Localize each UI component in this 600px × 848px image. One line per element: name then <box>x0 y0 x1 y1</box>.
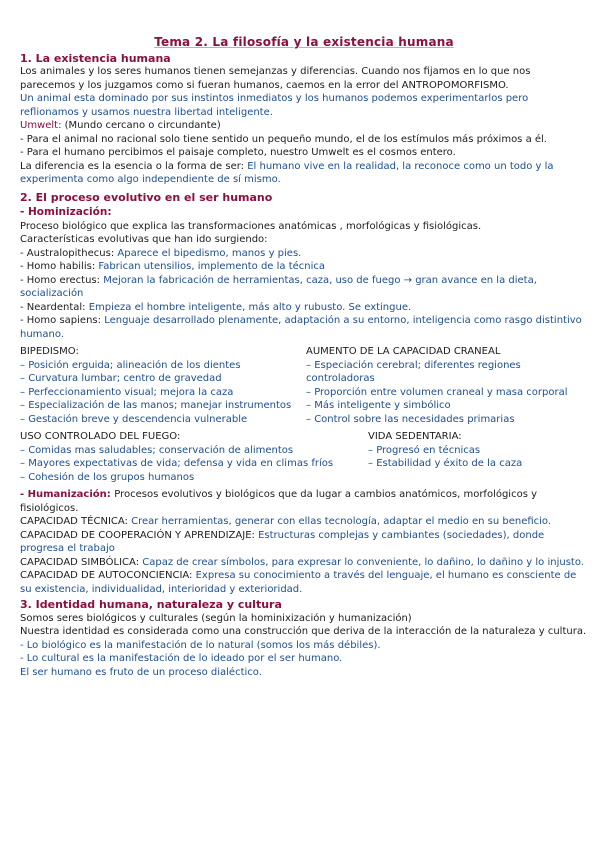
umwelt-label: Umwelt: <box>20 120 62 131</box>
craneal-item: – Especiación cerebral; diferentes regiones controladoras <box>306 359 588 386</box>
umwelt-bullet-1: - Para el animal no racional solo tiene sentido un pequeño mundo, el de los estímulos más próximos a él. <box>20 133 547 145</box>
fuego-item: – Cohesión de los grupos humanos <box>20 471 350 485</box>
capacidad-text: Estructuras complejas y cambiantes (sociedades), donde progresa el trabajo <box>20 529 545 554</box>
document-page <box>20 36 588 679</box>
craneal-item: – Más inteligente y simbólico <box>306 399 588 413</box>
craneal-item: – Control sobre las necesidades primarias <box>306 413 588 427</box>
humanizacion-text: Procesos evolutivos y biológicos que da lugar a cambios anatómicos, morfológicos y fisiológicos. <box>20 489 538 514</box>
species-label: - Homo erectus: <box>20 274 104 286</box>
species-text: Empieza el hombre inteligente, más alto y rubusto. Se extingue. <box>88 301 412 313</box>
bipedismo-item: – Perfeccionamiento visual; mejora la caza <box>20 386 302 400</box>
section1-p1: Los animales y los seres humanos tienen semejanzas y diferencias. Cuando nos fijamos en lo que nos parecemos y los juzgamos como si fueran humanos, caemos en la error del ANTROPOMORFISMO. <box>20 66 531 91</box>
capacidad-label: CAPACIDAD TÉCNICA: <box>20 516 132 527</box>
caracteristicas-intro: Características evolutivas que han ido surgiendo: <box>20 234 268 245</box>
section3-p3: - Lo cultural es la manifestación de lo ideado por el ser humano. <box>20 653 343 664</box>
craneal-heading: AUMENTO DE LA CAPACIDAD CRANEAL <box>306 346 501 357</box>
species-label: - Neardental: <box>20 301 89 313</box>
species-item <box>20 301 588 315</box>
capacidad-item <box>20 556 588 570</box>
sedentaria-heading: VIDA SEDENTARIA: <box>368 431 462 442</box>
section1-p2: Un animal esta dominado por sus instintos inmediatos y los humanos podemos experimentarlos pero reflionamos y usamos nuestra libertad inteligente. <box>20 93 529 118</box>
humanizacion-line <box>20 488 588 515</box>
fuego-box <box>20 430 350 484</box>
difference-line <box>20 160 588 187</box>
section3-p2a: Nuestra identidad es considerada como una construcción que deriva de la interacción de la naturaleza y cultura. <box>20 626 587 637</box>
capacidad-label: CAPACIDAD DE AUTOCONCIENCIA: <box>20 570 196 581</box>
capacidad-item <box>20 529 588 556</box>
capacidad-text: Crear herramientas, generar con ellas tecnología, adaptar el medio en su beneficio. <box>131 516 552 527</box>
traits-row-2 <box>20 430 588 484</box>
species-text: Aparece el bipedismo, manos y pies. <box>117 247 302 259</box>
umwelt-text: (Mundo cercano o circundante) <box>61 120 221 131</box>
species-item <box>20 260 588 274</box>
section3-p2 <box>20 625 588 652</box>
capacidad-text: Expresa su conocimiento a través del lenguaje, el humano es consciente de su existencia, individualidad, interioridad y exterioridad. <box>20 570 577 595</box>
fuego-heading: USO CONTROLADO DEL FUEGO: <box>20 431 181 442</box>
craneal-item: – Proporción entre volumen craneal y masa corporal <box>306 386 588 400</box>
sedentaria-box <box>368 430 588 484</box>
species-text: Lenguaje desarrollado plenamente, adaptación a su entorno, inteligencia como rasgo distintivo humano. <box>20 315 582 340</box>
traits-row-1 <box>20 345 588 426</box>
species-text: Mejoran la fabricación de herramientas, caza, uso de fuego → gran avance en la dieta, socialización <box>20 274 537 299</box>
section3-p1: Somos seres biológicos y culturales (según la hominixización y humanización) <box>20 612 412 624</box>
difference-label: La diferencia es la esencia o la forma de ser: <box>20 160 248 172</box>
species-text: Fabrican utensilios, implemento de la técnica <box>98 261 326 272</box>
capacidad-label: CAPACIDAD DE COOPERACIÓN Y APRENDIZAJE: <box>20 529 259 541</box>
species-item <box>20 274 588 301</box>
capacidad-label: CAPACIDAD SIMBÓLICA: <box>20 556 143 568</box>
section3-p4: El ser humano es fruto de un proceso dialéctico. <box>20 666 262 678</box>
humanizacion-heading: - Humanización: <box>20 489 115 500</box>
capacidad-item <box>20 515 588 529</box>
capacidad-text: Capaz de crear símbolos, para expresar lo conveniente, lo dañino, lo dañino y lo injusto. <box>142 556 584 568</box>
section3-p2b: - Lo biológico es la manifestación de lo natural (somos los más débiles). <box>20 639 381 651</box>
species-label: - Homo sapiens: <box>20 315 105 326</box>
page-title: Tema 2. La filosofía y la existencia humana <box>154 35 454 49</box>
bipedismo-item: – Gestación breve y descendencia vulnerable <box>20 413 302 427</box>
sedentaria-item: – Estabilidad y éxito de la caza <box>368 457 588 471</box>
bipedismo-box <box>20 345 302 426</box>
bipedismo-item: – Curvatura lumbar; centro de gravedad <box>20 372 302 386</box>
umwelt-bullet-2: - Para el humano percibimos el paisaje completo, nuestro Umwelt es el cosmos entero. <box>20 147 456 158</box>
bipedismo-item: – Especialización de las manos; manejar instrumentos <box>20 399 302 413</box>
fuego-item: – Mayores expectativas de vida; defensa y vida en climas fríos <box>20 457 350 471</box>
section1-heading: 1. La existencia humana <box>20 51 171 65</box>
section2-heading: 2. El proceso evolutivo en el ser humano <box>20 190 273 204</box>
capacidad-item <box>20 569 588 596</box>
species-label: - Homo habilis: <box>20 261 99 272</box>
hominizacion-definition: Proceso biológico que explica las transformaciones anatómicas , morfológicas y fisiológicas. <box>20 220 482 232</box>
bipedismo-item: – Posición erguida; alineación de los dientes <box>20 359 302 373</box>
section3-heading: 3. Identidad humana, naturaleza y cultura <box>20 598 282 611</box>
bipedismo-heading: BIPEDISMO: <box>20 346 79 357</box>
fuego-item: – Comidas mas saludables; conservación de alimentos <box>20 444 350 458</box>
hominizacion-heading: - Hominización: <box>20 206 112 218</box>
difference-text: El humano vive en la realidad, la reconoce como un todo y la experimenta como algo independiente de sí mismo. <box>20 160 554 185</box>
craneal-box <box>306 345 588 426</box>
species-item <box>20 314 588 341</box>
species-item <box>20 247 588 261</box>
sedentaria-item: – Progresó en técnicas <box>368 444 588 458</box>
species-label: - Australopithecus: <box>20 247 118 259</box>
umwelt-line <box>20 119 588 133</box>
